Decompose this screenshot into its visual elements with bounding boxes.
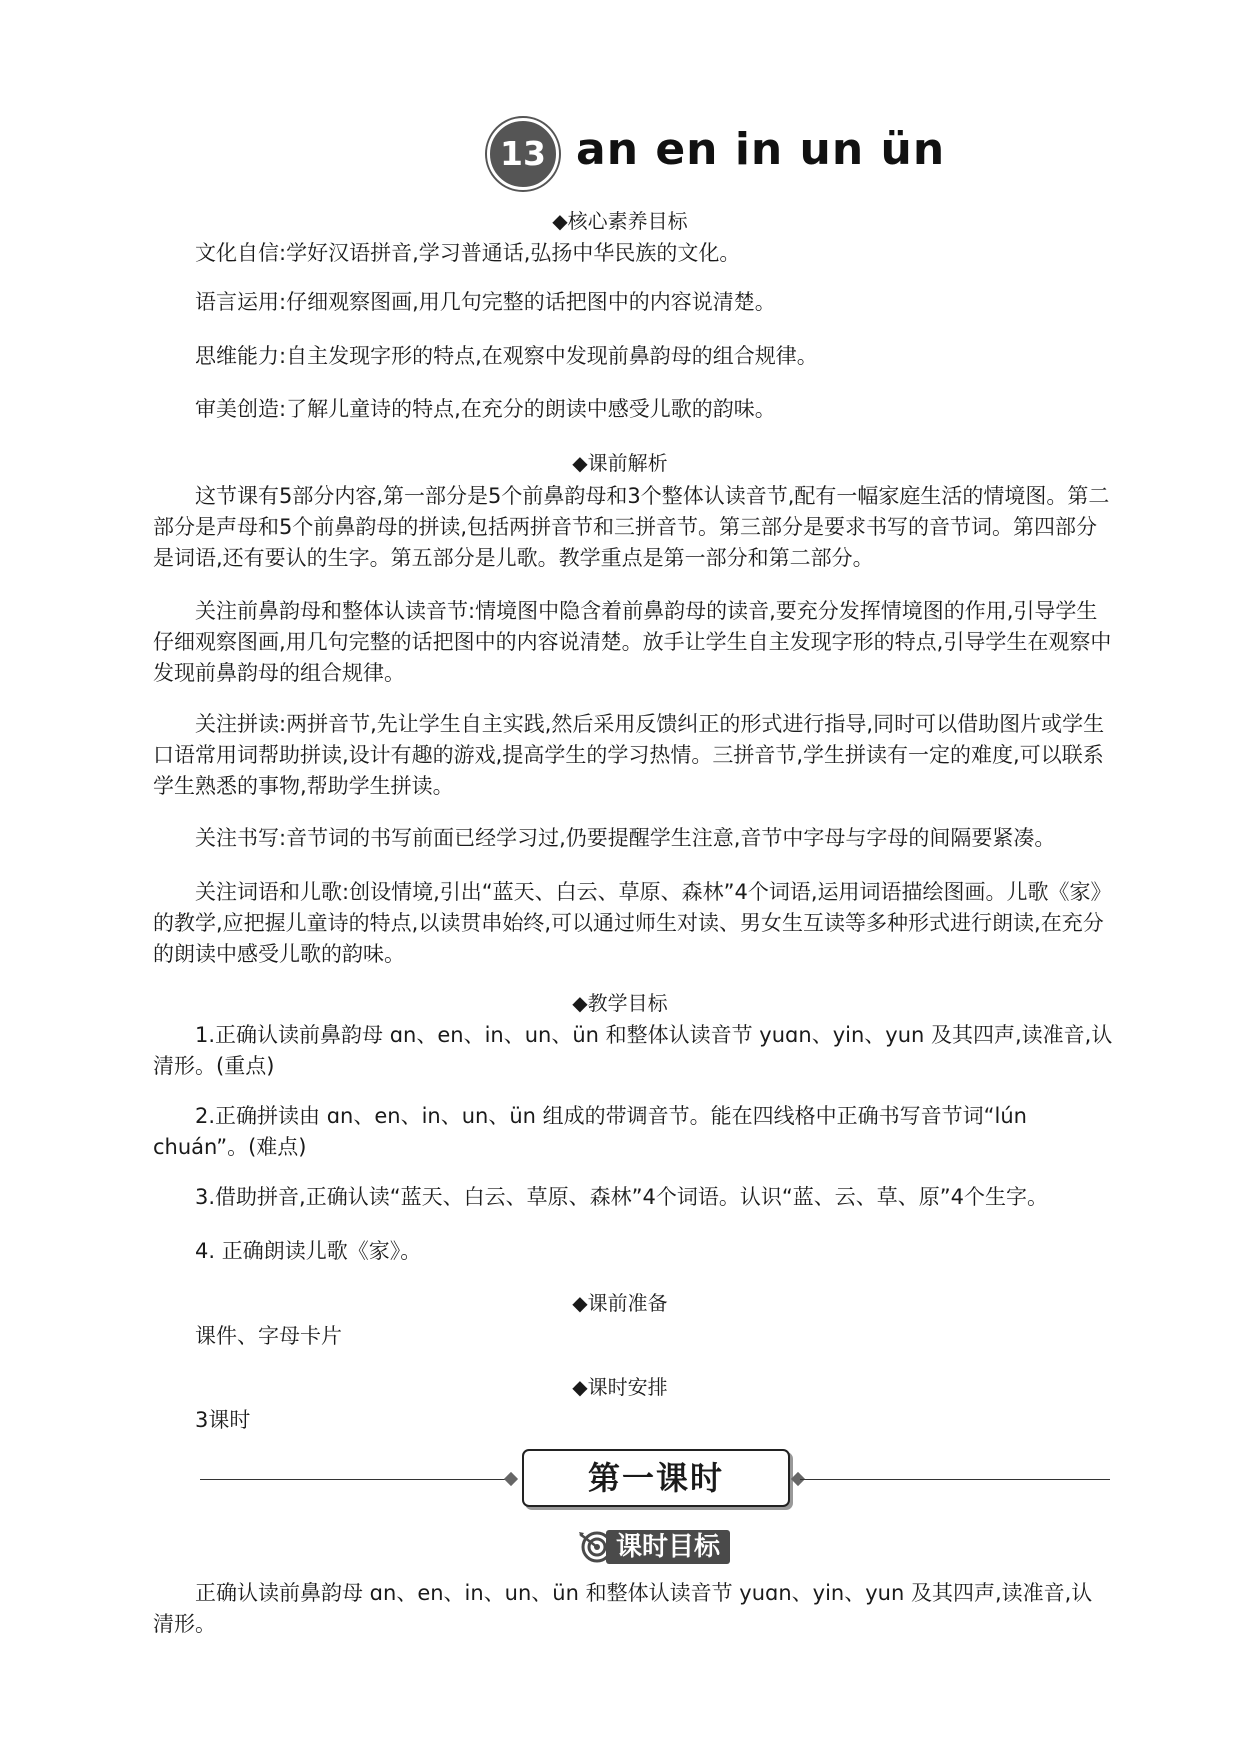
lesson-period-title: 第一课时 <box>522 1449 790 1507</box>
objective-item: 2.正确拼读由 ɑn、en、in、un、ün 组成的带调音节。能在四线格中正确书写音节词“lún chuán”。(难点) <box>153 1104 1027 1159</box>
core-goal-item: 思维能力:自主发现字形的特点,在观察中发现前鼻韵母的组合规律。 <box>195 344 818 368</box>
lesson-goal-label-text: 课时目标 <box>606 1530 730 1564</box>
preparation-text: 课件、字母卡片 <box>195 1324 342 1348</box>
lesson-number-badge: 13 <box>487 118 559 190</box>
lesson-goal-text: 正确认读前鼻韵母 ɑn、en、in、un、ün 和整体认读音节 yuɑn、yin、yun 及其四声,读准音,认清形。 <box>153 1581 1093 1636</box>
core-goal-item: 文化自信:学好汉语拼音,学习普通话,弘扬中华民族的文化。 <box>195 241 741 265</box>
divider-line <box>800 1479 1110 1480</box>
core-goal-item: 语言运用:仔细观察图画,用几句完整的话把图中的内容说清楚。 <box>195 290 776 314</box>
analysis-paragraph: 关注前鼻韵母和整体认读音节:情境图中隐含着前鼻韵母的读音,要充分发挥情境图的作用,引导学生仔细观察图画,用几句完整的话把图中的内容说清楚。放手让学生自主发现字形的特点,引导学生在观察中发现前鼻韵母的组合规律。 <box>153 599 1112 685</box>
analysis-paragraph: 关注词语和儿歌:创设情境,引出“蓝天、白云、草原、森林”4个词语,运用词语描绘图画。儿歌《家》的教学,应把握儿童诗的特点,以读贯串始终,可以通过师生对读、男女生互读等多种形式进行朗读,在充分的朗读中感受儿歌的韵味。 <box>153 880 1112 966</box>
analysis-paragraph: 关注书写:音节词的书写前面已经学习过,仍要提醒学生注意,音节中字母与字母的间隔要紧凑。 <box>195 826 1056 850</box>
objective-item: 4. 正确朗读儿歌《家》。 <box>195 1239 422 1263</box>
preparation-heading: ◆课前准备 <box>572 1291 668 1315</box>
lesson-title-pinyin: an en in un ün <box>576 124 946 175</box>
analysis-heading: ◆课前解析 <box>572 451 668 475</box>
diamond-ornament <box>504 1472 518 1486</box>
core-goal-item: 审美创造:了解儿童诗的特点,在充分的朗读中感受儿歌的韵味。 <box>195 397 776 421</box>
analysis-paragraph: 关注拼读:两拼音节,先让学生自主实践,然后采用反馈纠正的形式进行指导,同时可以借助图片或学生口语常用词帮助拼读,设计有趣的游戏,提高学生的学习热情。三拼音节,学生拼读有一定的难度,可以联系学生熟悉的事物,帮助学生拼读。 <box>153 712 1105 798</box>
lesson-title <box>0 118 1240 194</box>
objective-item: 3.借助拼音,正确认读“蓝天、白云、草原、森林”4个词语。认识“蓝、云、草、原”4个生字。 <box>195 1185 1048 1209</box>
objectives-heading: ◆教学目标 <box>572 991 668 1015</box>
analysis-paragraph: 这节课有5部分内容,第一部分是5个前鼻韵母和3个整体认读音节,配有一幅家庭生活的情境图。第二部分是声母和5个前鼻韵母的拼读,包括两拼音节和三拼音节。第三部分是要求书写的音节词。第四部分是词语,还有要认的生字。第五部分是儿歌。教学重点是第一部分和第二部分。 <box>153 484 1110 570</box>
schedule-heading: ◆课时安排 <box>572 1375 668 1399</box>
divider-line <box>200 1479 508 1480</box>
lesson-banner <box>0 1448 1240 1512</box>
core-goals-heading: ◆核心素养目标 <box>552 209 688 233</box>
schedule-text: 3课时 <box>195 1408 251 1432</box>
objective-item: 1.正确认读前鼻韵母 ɑn、en、in、un、ün 和整体认读音节 yuɑn、yin、yun 及其四声,读准音,认清形。(重点) <box>153 1023 1113 1078</box>
